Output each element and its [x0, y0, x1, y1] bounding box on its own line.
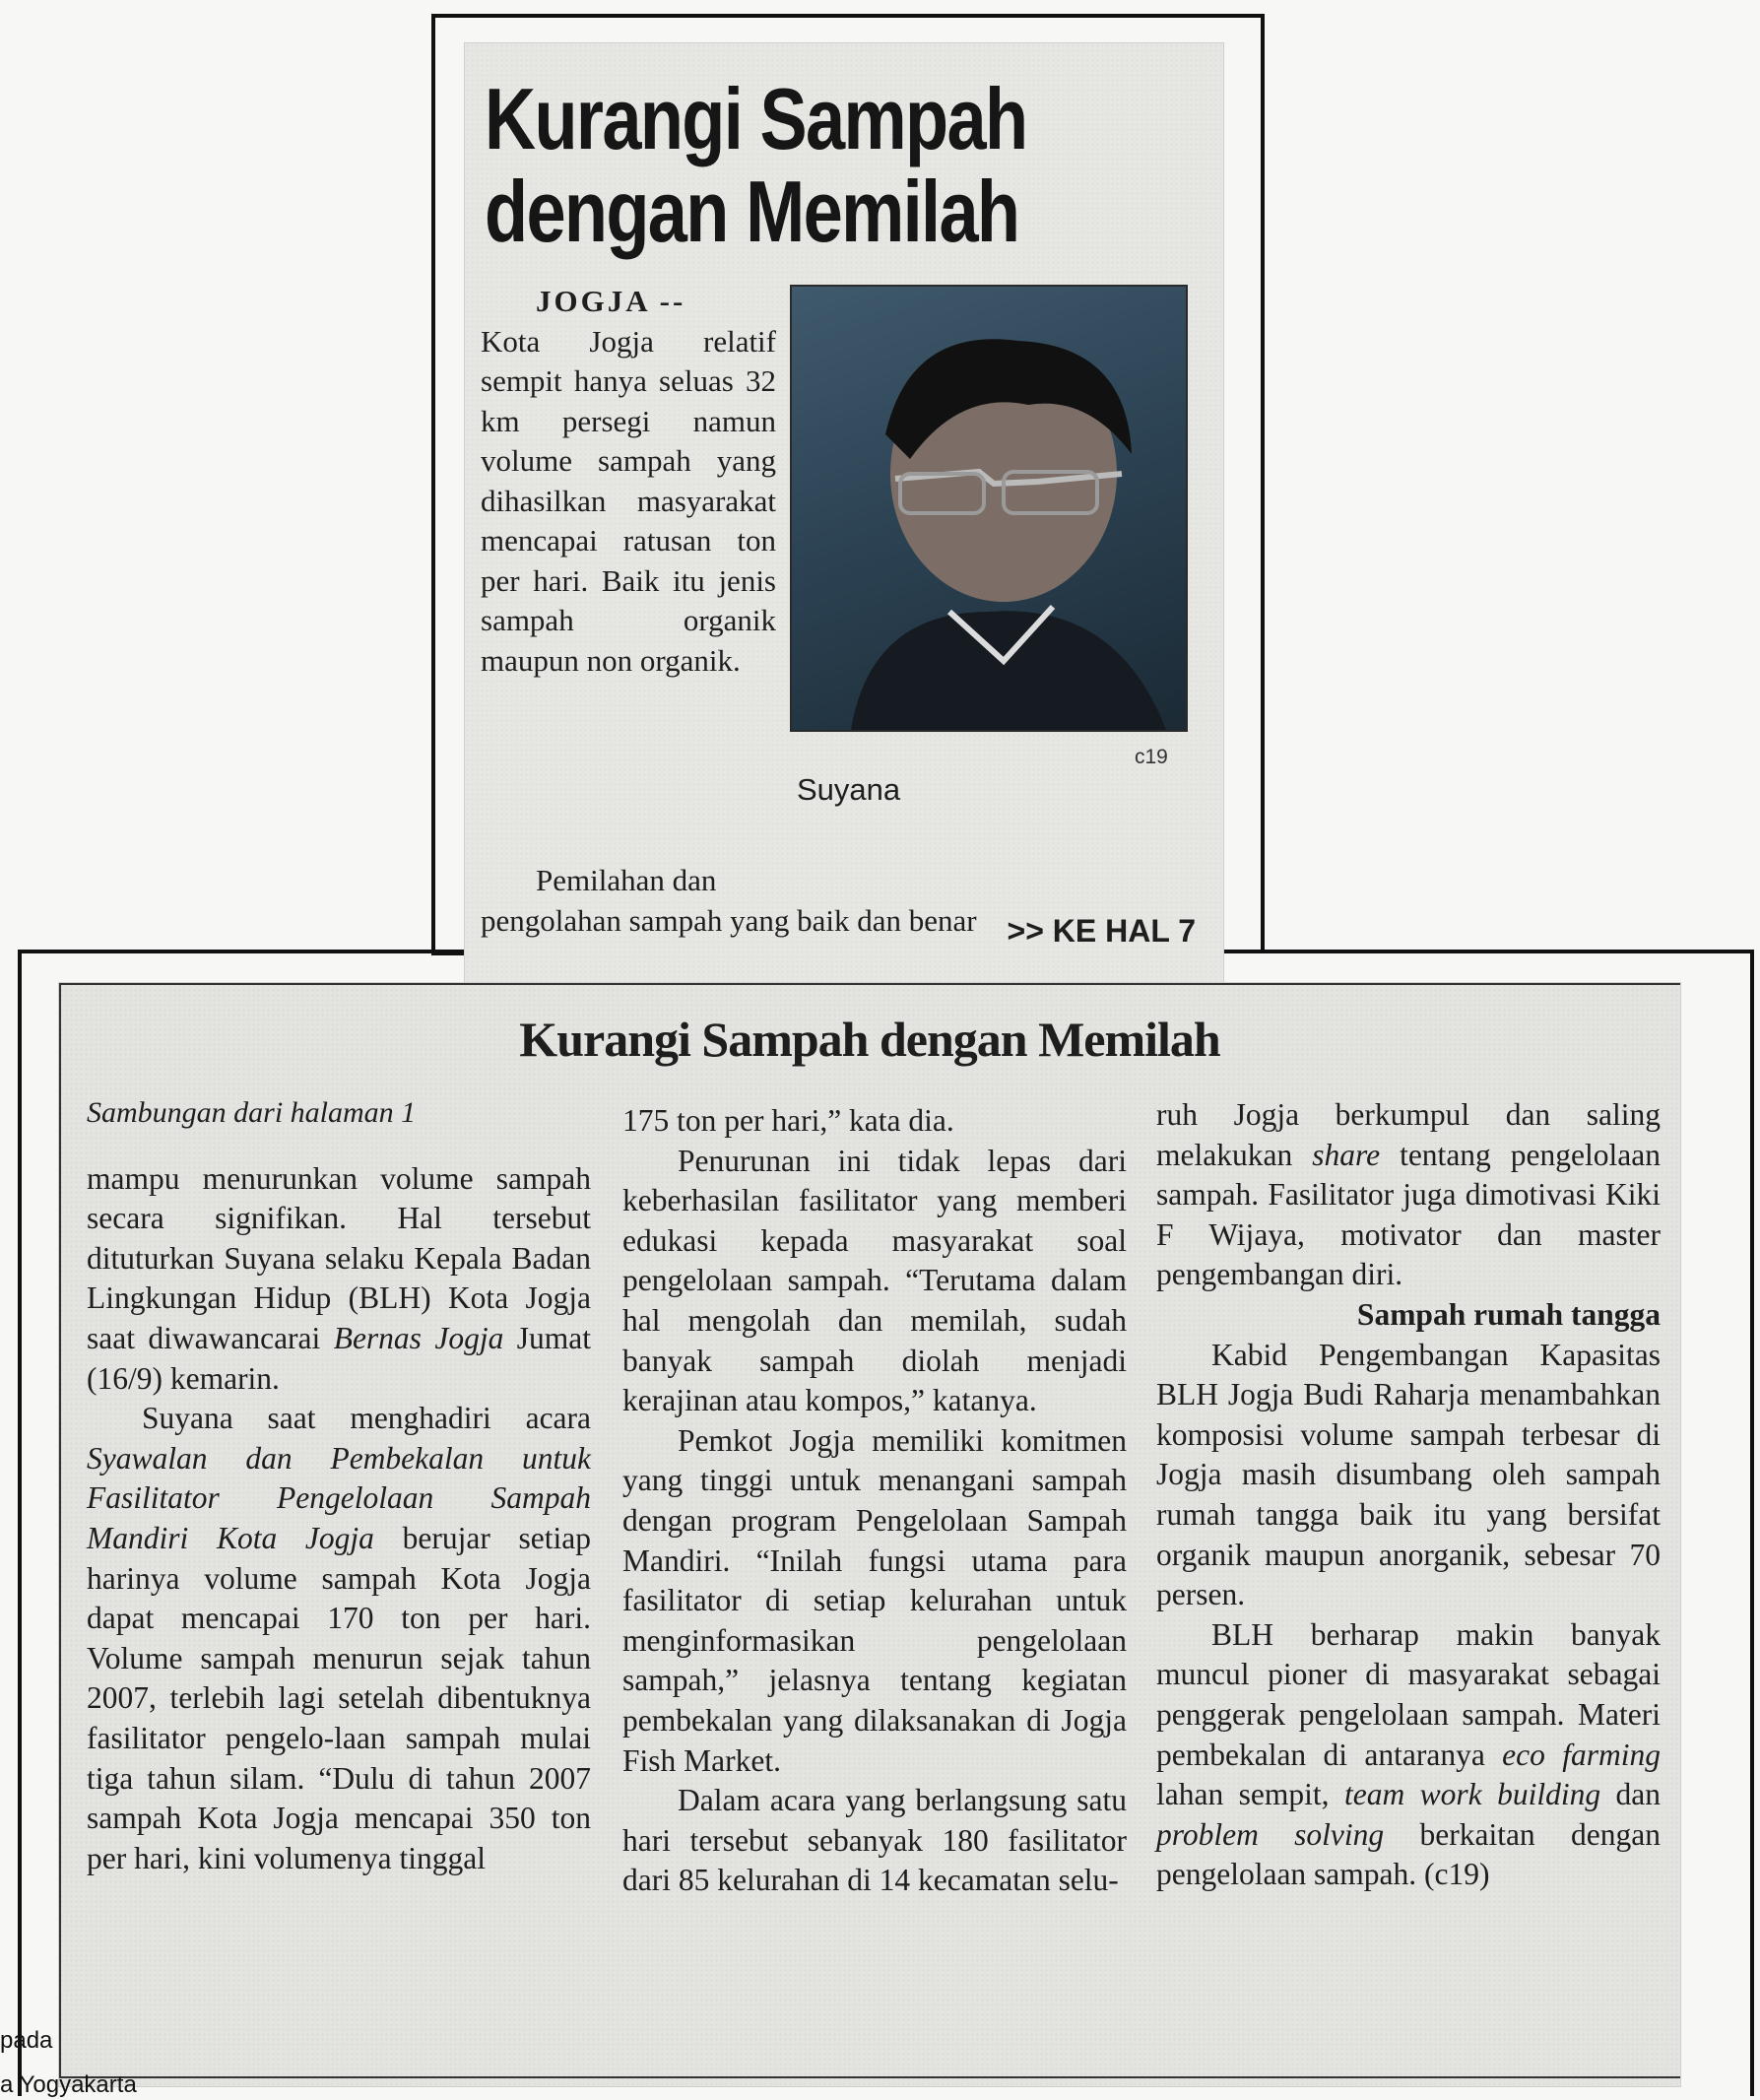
lede-text	[481, 282, 776, 681]
rule-left	[59, 983, 61, 2076]
paragraph: mampu menurunkan volume sampah secara signifikan. Hal tersebut dituturkan Suyana selaku Kepala Badan Lingkungan Hidup (BLH) Kota Jogja saat diwawancarai Bernas Jogja Jumat (16/9) kemarin.	[87, 1160, 592, 1396]
subheading: Sampah rumah tangga	[1356, 1296, 1661, 1332]
paragraph: Suyana saat menghadiri acara Syawalan dan Pembekalan untuk Fasilitator Pengelolaan Sampah Mandiri Kota Jogja berujar setiap harinya volume sampah Kota Jogja dapat mencapai 170 ton per hari. Volume sampah menurun sejak tahun 2007, terlebih lagi setelah dibentuknya fasilitator pengelo-laan sampah mulai tiga tahun silam. “Dulu di tahun 2007 sampah Kota Jogja mencapai 350 ton per hari, kini volumenya tinggal	[87, 1401, 592, 1875]
dateline: JOGJA --	[536, 284, 686, 318]
photo-credit: c19	[1135, 746, 1168, 768]
paragraph: BLH berharap makin banyak muncul pioner di masyarakat sebagai penggerak pengelolaan sampah. Materi pembekalan di antaranya eco farming lahan sempit, team work building dan problem solving berkaitan dengan pengelolaan sampah. (c19)	[1156, 1616, 1661, 1892]
bleed-text-line-2: a Yogyakarta	[0, 2071, 137, 2098]
portrait-illustration	[792, 287, 1186, 730]
paragraph: Dalam acara yang berlangsung satu hari tersebut sebanyak 180 fasilitator dari 85 kelurahan di 14 kecamatan selu-	[622, 1783, 1127, 1898]
headline-front: Kurangi Sampah dengan Memilah	[485, 70, 1027, 260]
portrait-photo	[790, 285, 1188, 732]
continue-reference: >> KE HAL 7	[1007, 913, 1196, 949]
paragraph: 175 ton per hari,” kata dia.	[622, 1103, 954, 1138]
continuation-label: Sambungan dari halaman 1	[87, 1096, 417, 1129]
paragraph: ruh Jogja berkumpul dan saling melakukan share tentang pengelolaan sampah. Fasilitator juga dimotivasi Kiki F Wijaya, motivator dan master pengembangan diri.	[1156, 1097, 1661, 1292]
clipping-continuation	[59, 983, 1680, 2086]
headline-continuation: Kurangi Sampah dengan Memilah	[519, 1012, 1220, 1067]
lede-tail-line-2: pengolahan sampah yang baik dan benar	[481, 902, 977, 938]
rule-top	[59, 983, 1680, 985]
lede-body: Kota Jogja relatif sempit hanya seluas 32 km persegi namun volume sampah yang dihasilkan masyarakat mencapai ratusan ton per hari. Baik itu jenis sampah organik maupun non organik.	[481, 323, 776, 678]
article-column-2	[622, 1101, 1127, 1901]
rule-bottom	[59, 2076, 1680, 2078]
article-column-1	[87, 1093, 591, 1878]
paragraph: Kabid Pengembangan Kapasitas BLH Jogja Budi Raharja menambahkan komposisi volume sampah terbesar di Jogja masih disumbang oleh sampah rumah tangga baik itu yang bersifat organik maupun anorganik, sebesar 70 persen.	[1156, 1337, 1661, 1612]
paragraph: Pemkot Jogja memiliki komitmen yang tinggi untuk menangani sampah dengan program Pengelolaan Sampah Mandiri. “Inilah fungsi utama para fasilitator di setiap kelurahan untuk menginformasikan pengelolaan sampah,” jelasnya tentang kegiatan pembekalan yang dilaksanakan di Jogja Fish Market.	[622, 1422, 1127, 1778]
bleed-text-line-1: pada	[0, 2027, 53, 2054]
article-column-3	[1156, 1095, 1661, 1895]
clipping-front-page	[465, 43, 1223, 991]
paragraph: Penurunan ini tidak lepas dari keberhasilan fasilitator yang memberi edukasi kepada masyarakat soal pengelolaan sampah. “Terutama dalam hal mengolah dan memilah, sudah banyak sampah diolah menjadi kerajinan atau kompos,” katanya.	[622, 1143, 1127, 1418]
photo-caption: Suyana	[797, 772, 901, 807]
lede-tail-line-1: Pemilahan dan	[536, 863, 717, 897]
